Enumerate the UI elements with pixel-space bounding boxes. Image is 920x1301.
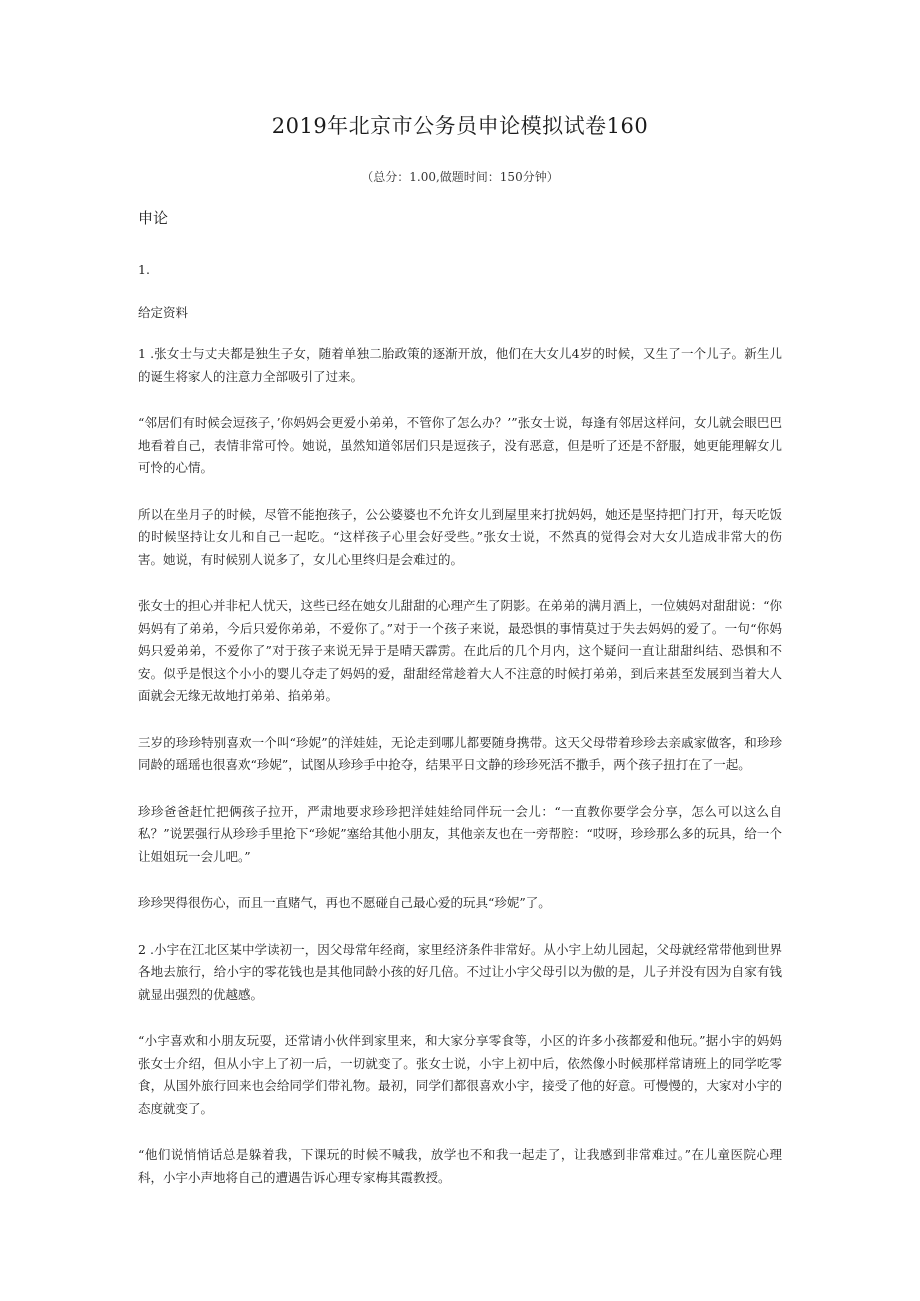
paragraph: 1 .张女士与丈夫都是独生子女，随着单独二胎政策的逐渐开放，他们在大女儿4岁的时候，又生了一个儿子。新生儿的诞生将家人的注意力全部吸引了过来。 bbox=[138, 346, 782, 384]
question-number: 1. bbox=[138, 262, 150, 277]
paragraph: 珍珍爸爸赶忙把俩孩子拉开，严肃地要求珍珍把洋娃娃给同伴玩一会儿：“一直教你要学会分享，怎么可以这么自私？”说罢强行从珍珍手里抢下“珍妮”塞给其他小朋友，其他亲友也在一旁帮腔：“哎呀，珍珍那么多的玩具，给一个让姐姐玩一会儿吧。” bbox=[138, 803, 782, 864]
paragraph: “他们说悄悄话总是躲着我，下课玩的时候不喊我，放学也不和我一起走了，让我感到非常难过。”在儿童医院心理科，小宇小声地将自己的遭遇告诉心理专家梅其霞教授。 bbox=[138, 1147, 782, 1185]
exam-meta: （总分：1.00,做题时间：150分钟） bbox=[361, 170, 559, 184]
section-heading: 申论 bbox=[138, 209, 169, 227]
paragraph: 三岁的珍珍特别喜欢一个叫“珍妮”的洋娃娃，无论走到哪儿都要随身携带。这天父母带着珍珍去亲戚家做客，和珍珍同龄的瑶瑶也很喜欢“珍妮”，试图从珍珍手中抢夺，结果平日文静的珍珍死活不撒手，两个孩子扭打在了一起。 bbox=[138, 734, 782, 772]
paragraph: 珍珍哭得很伤心，而且一直赌气，再也不愿碰自己最心爱的玩具“珍妮”了。 bbox=[138, 895, 551, 910]
paragraph: 2 .小宇在江北区某中学读初一，因父母常年经商，家里经济条件非常好。从小宇上幼儿园起，父母就经常带他到世界各地去旅行，给小宇的零花钱也是其他同龄小孩的好几倍。不过让小宇父母引以为傲的是，儿子并没有因为自家有钱就显出强烈的优越感。 bbox=[138, 941, 782, 1002]
materials-body bbox=[138, 343, 782, 1213]
paragraph: 张女士的担心并非杞人忧天，这些已经在她女儿甜甜的心理产生了阴影。在弟弟的满月酒上，一位姨妈对甜甜说：“你妈妈有了弟弟，今后只爱你弟弟，不爱你了。”对于一个孩子来说，最恐惧的事情莫过于失去妈妈的爱了。一句“你妈妈只爱弟弟，不爱你了”对于孩子来说无异于是晴天霹雳。在此后的几个月内，这个疑问一直让甜甜纠结、恐惧和不安。似乎是恨这个小小的婴儿夺走了妈妈的爱，甜甜经常趁着大人不注意的时候打弟弟，到后来甚至发展到当着大人面就会无缘无故地打弟弟、掐弟弟。 bbox=[138, 598, 782, 703]
paragraph: “邻居们有时候会逗孩子，’你妈妈会更爱小弟弟，不管你了怎么办？’”张女士说，每逢有邻居这样问，女儿就会眼巴巴地看着自己，表情非常可怜。她说，虽然知道邻居们只是逗孩子，没有恶意，但是听了还是不舒服，她更能理解女儿可怜的心情。 bbox=[138, 415, 782, 475]
paragraph: 所以在坐月子的时候，尽管不能抱孩子，公公婆婆也不允许女儿到屋里来打扰妈妈，她还是坚持把门打开，每天吃饭的时候坚持让女儿和自己一起吃。“这样孩子心里会好受些。”张女士说，不然真的觉得会对大女儿造成非常大的伤害。她说，有时候别人说多了，女儿心里终归是会难过的。 bbox=[138, 506, 782, 567]
given-materials-label: 给定资料 bbox=[138, 305, 189, 320]
paragraph: “小宇喜欢和小朋友玩耍，还常请小伙伴到家里来，和大家分享零食等，小区的许多小孩都爱和他玩。”据小宇的妈妈张女士介绍，但从小宇上了初一后，一切就变了。张女士说，小宇上初中后，依然像小时候那样常请班上的同学吃零食，从国外旅行回来也会给同学们带礼物。最初，同学们都很喜欢小宇，接受了他的好意。可慢慢的，大家对小宇的态度就变了。 bbox=[138, 1033, 782, 1116]
document-title: 2019年北京市公务员申论模拟试卷160 bbox=[271, 114, 649, 138]
